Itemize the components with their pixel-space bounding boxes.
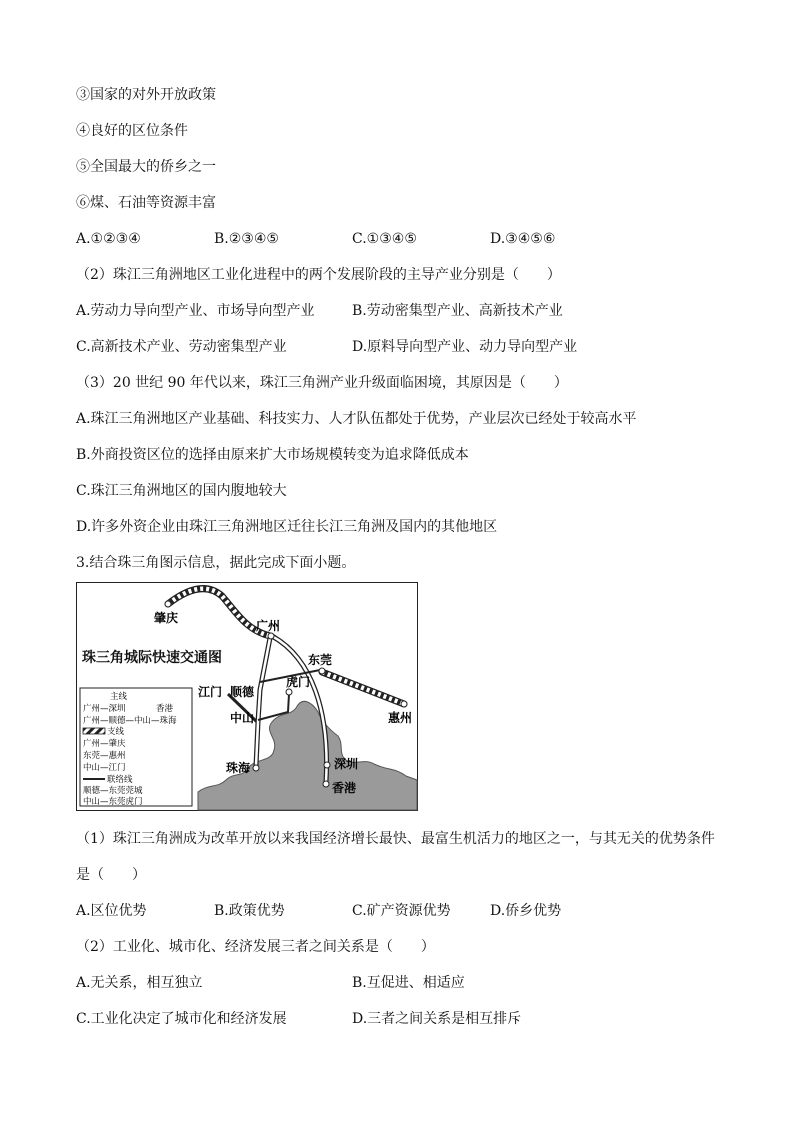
q2-sub3-question: （3）20 世纪 90 年代以来，珠江三角洲产业升级面临困境，其原因是（ ） (76, 375, 568, 391)
q3-sub2-option-a: A.无关系，相互独立 (76, 975, 203, 991)
legend-main-line2: 广州—顺德—中山—珠海 (83, 716, 177, 726)
q3-stem: 3.结合珠三角图示信息，据此完成下面小题。 (76, 555, 356, 571)
legend-main-line1-hk: 香港 (156, 704, 174, 714)
q3-sub2-option-d: D.三者之间关系是相互排斥 (352, 1011, 522, 1027)
city-label-huizhou: 惠州 (388, 711, 413, 725)
city-dot-dongguan (319, 668, 325, 674)
q2-sub3-option-c: C.珠江三角洲地区的国内腹地较大 (76, 483, 287, 499)
q2-item-3: ③国家的对外开放政策 (76, 87, 216, 103)
city-dot-humen (286, 689, 292, 695)
q3-sub1-question-line2: 是（ ） (76, 867, 146, 883)
map-legend (80, 688, 192, 807)
legend-branch-line3: 中山—江门 (83, 763, 126, 773)
city-label-zhongshan: 中山 (230, 711, 255, 725)
city-label-shenzhen: 深圳 (334, 757, 359, 771)
q2-sub2-question: （2）珠江三角洲地区工业化进程中的两个发展阶段的主导产业分别是（ ） (76, 267, 561, 283)
q2-sub1-option-c: C.①③④⑤ (352, 231, 417, 247)
q2-sub3-option-b: B.外商投资区位的选择由原来扩大市场规模转变为追求降低成本 (76, 447, 469, 463)
city-label-hongkong: 香港 (332, 781, 357, 795)
city-dot-huizhou (401, 701, 407, 707)
q2-sub2-option-b: B.劳动密集型产业、高新技术产业 (352, 303, 563, 319)
city-dot-shenzhen (324, 762, 330, 768)
city-dot-zhuhai (253, 765, 259, 771)
city-label-humen: 虎门 (286, 675, 311, 689)
city-label-zhaoqing: 肇庆 (154, 611, 179, 625)
city-label-jiangmen: 江门 (198, 685, 223, 699)
city-label-guangzhou: 广州 (256, 619, 281, 633)
legend-link-line2: 中山—东莞虎门 (83, 797, 143, 807)
q2-item-5: ⑤全国最大的侨乡之一 (76, 159, 216, 175)
q2-sub1-option-d: D.③④⑤⑥ (490, 231, 556, 247)
city-label-zhuhai: 珠海 (226, 761, 251, 775)
q3-sub2-question: （2）工业化、城市化、经济发展三者之间关系是（ ） (76, 939, 435, 955)
legend-main-line1: 广州—深圳 (83, 704, 126, 714)
q2-sub3-option-a: A.珠江三角洲地区产业基础、科技实力、人才队伍都处于优势，产业层次已经处于较高水平 (76, 411, 637, 427)
q3-sub1-option-d: D.侨乡优势 (490, 903, 562, 919)
city-dot-zhaoqing (165, 601, 171, 607)
q2-sub2-option-c: C.高新技术产业、劳动密集型产业 (76, 339, 287, 355)
legend-link-title: 联络线 (107, 775, 133, 785)
q2-sub2-option-d: D.原料导向型产业、动力导向型产业 (352, 339, 578, 355)
q3-sub2-option-c: C.工业化决定了城市化和经济发展 (76, 1011, 287, 1027)
q2-item-4: ④良好的区位条件 (76, 123, 188, 139)
city-label-shunde: 顺德 (230, 685, 255, 699)
legend-branch-line2: 东莞—惠州 (83, 751, 126, 761)
q2-sub1-option-a: A.①②③④ (76, 231, 141, 247)
q3-sub1-option-b: B.政策优势 (214, 903, 285, 919)
pearl-river-delta-transport-map (76, 582, 418, 811)
legend-branch-line1: 广州—肇庆 (83, 739, 126, 749)
q2-sub3-option-d: D.许多外资企业由珠江三角洲地区迁往长江三角洲及国内的其他地区 (76, 519, 498, 535)
legend-main-title: 主线 (110, 692, 128, 702)
q2-sub2-option-a: A.劳动力导向型产业、市场导向型产业 (76, 303, 315, 319)
legend-branch-title: 支线 (107, 727, 125, 737)
q3-sub2-option-b: B.互促进、相适应 (352, 975, 465, 991)
legend-link-line1: 顺德—东莞莞城 (83, 786, 143, 796)
q3-sub1-option-c: C.矿产资源优势 (352, 903, 451, 919)
city-dot-guangzhou (268, 633, 274, 639)
q3-sub1-option-a: A.区位优势 (76, 903, 147, 919)
city-label-dongguan: 东莞 (308, 653, 333, 667)
map-title: 珠三角城际快速交通图 (82, 650, 222, 666)
q3-sub1-question-line1: （1）珠江三角洲成为改革开放以来我国经济增长最快、最富生机活力的地区之一，与其无关的优势条件 (76, 831, 715, 847)
q2-sub1-option-b: B.②③④⑤ (214, 231, 279, 247)
city-dot-hongkong (323, 781, 329, 787)
legend-branch-symbol (83, 728, 105, 734)
q2-item-6: ⑥煤、石油等资源丰富 (76, 195, 216, 211)
